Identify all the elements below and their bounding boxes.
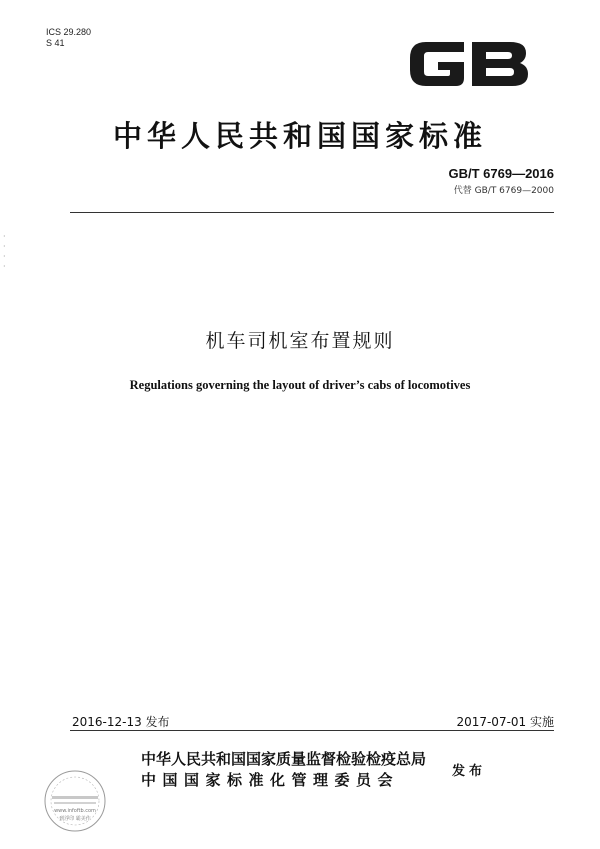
issue-label: 发布	[452, 764, 487, 779]
replaces-standard: 代替 GB/T 6769—2000	[453, 186, 554, 196]
standard-category-title: 中华人民共和国国家标准	[112, 119, 487, 153]
issuer-sac: 中国国家标准化管理委员会	[141, 771, 400, 789]
header-divider	[70, 212, 554, 213]
classification-codes	[46, 27, 91, 49]
gb-logo	[406, 36, 532, 92]
document-title-chinese: 机车司机室布置规则	[205, 330, 395, 352]
ics-code: ICS 29.280	[46, 27, 92, 37]
implementation-date: 2017-07-01 实施	[456, 715, 554, 729]
stamp-text-2: 到浮印 霸美作	[59, 816, 91, 822]
standard-number: GB/T 6769—2016	[448, 166, 554, 181]
stamp-text-1: www.infoftb.com	[54, 808, 96, 814]
margin-marks: · · · ·	[3, 232, 6, 271]
document-title-english: Regulations governing the layout of driver’s cabs of locomotives	[129, 378, 471, 392]
watermark-stamp	[42, 768, 108, 834]
issue-date: 2016-12-13 发布	[72, 715, 170, 729]
footer-divider	[70, 730, 554, 731]
ccs-code: S 41	[46, 38, 65, 48]
issuer-aqsiq: 中华人民共和国国家质量监督检验检疫总局	[141, 750, 427, 768]
